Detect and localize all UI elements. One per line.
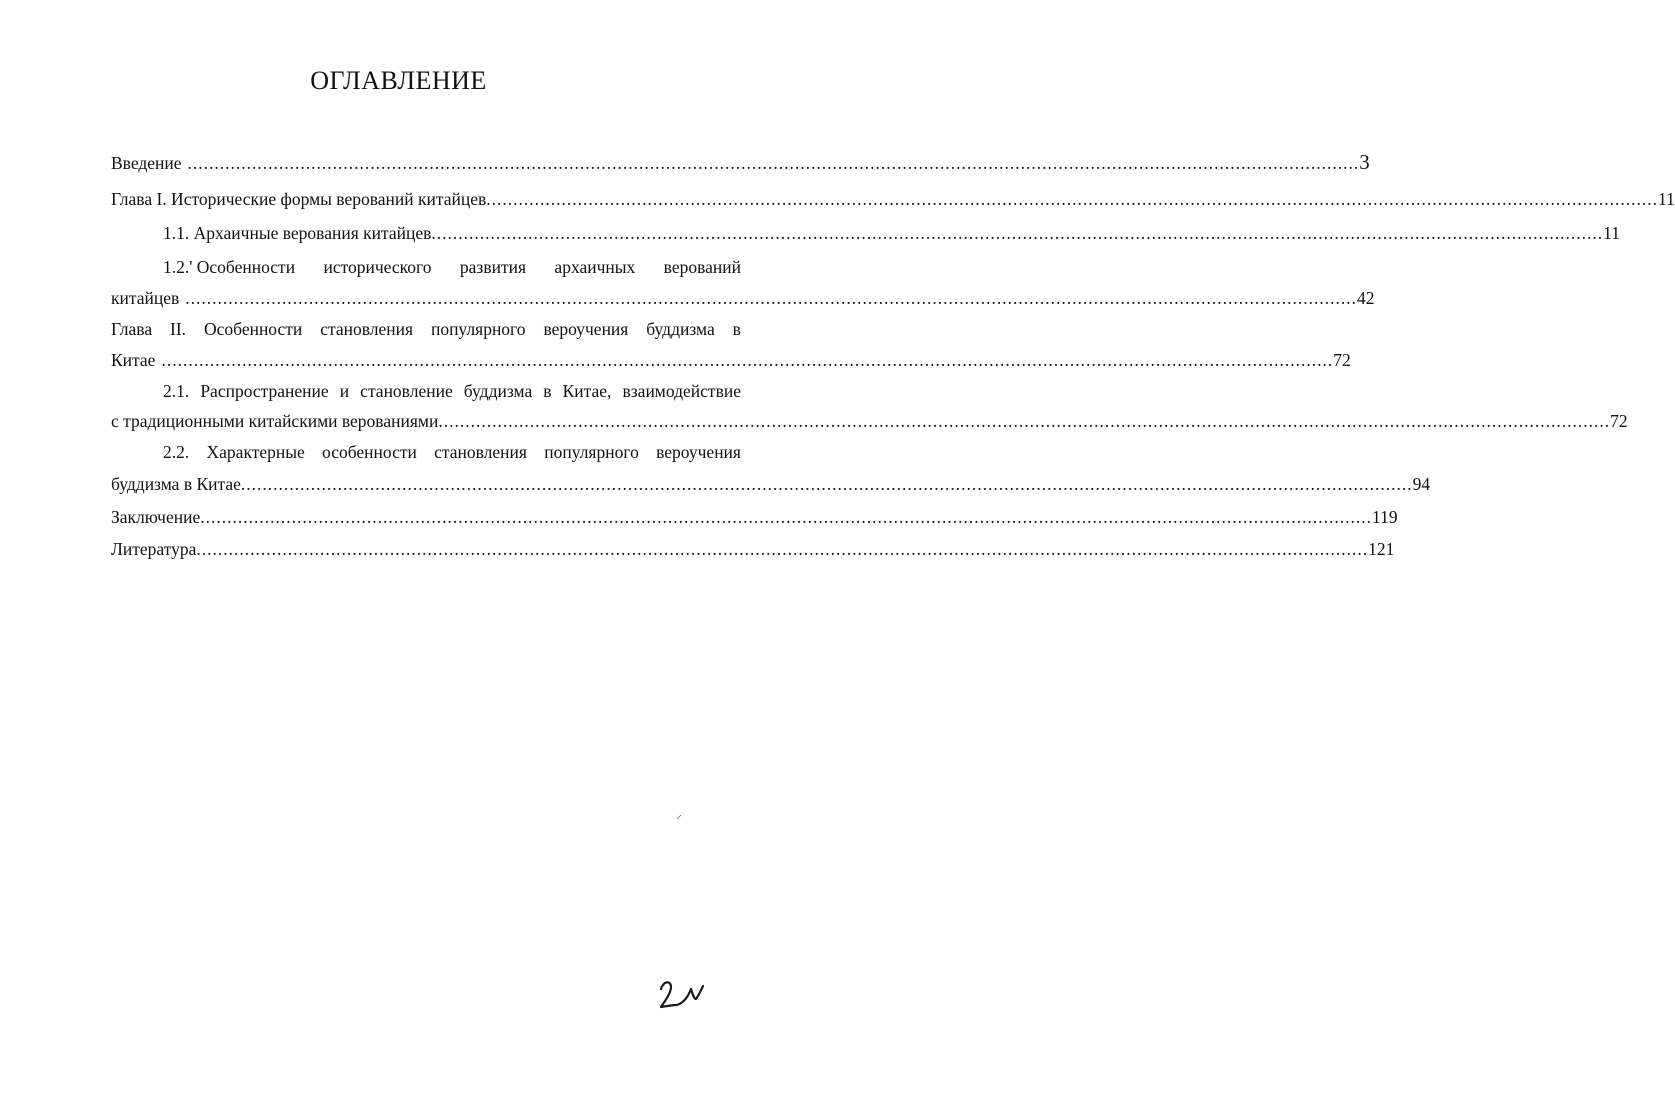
- toc-word: 2.1.: [163, 381, 190, 401]
- toc-word: особенности: [322, 442, 417, 462]
- toc-entry-literature: [111, 538, 1395, 560]
- toc-word: популярного: [430, 319, 526, 339]
- toc-word: Китае,: [562, 381, 612, 401]
- toc-entry-intro: [111, 150, 1370, 174]
- toc-entry-label: Введение: [111, 153, 182, 173]
- toc-entry-chapter-1: [111, 188, 1675, 210]
- toc-page-number: 72: [1610, 411, 1628, 431]
- toc-leader-dots: ..........................................................................................................................................................................................................................: [486, 189, 1659, 209]
- page-title: ОГЛАВЛЕНИЕ: [310, 66, 487, 95]
- toc-word: в: [543, 381, 552, 401]
- toc-leader-dots: ..........................................................................................................................................................................................................................: [161, 350, 1334, 370]
- toc-word: верований: [663, 257, 741, 277]
- toc-entry-label: Литература: [111, 539, 197, 559]
- toc-leader-dots: ..........................................................................................................................................................................................................................: [187, 153, 1360, 173]
- toc-word: взаимодействие: [622, 381, 741, 401]
- toc-entry-label: 1.1. Архаичные верования китайцев: [163, 223, 432, 243]
- toc-page-number: 42: [1357, 288, 1375, 308]
- toc-word: становления: [434, 442, 527, 462]
- toc-word: 2.2.: [163, 442, 190, 462]
- toc-entry-section-2-1-line2: [111, 410, 1628, 432]
- toc-page-number: 94: [1412, 474, 1431, 494]
- toc-entry-section-1-1: [163, 222, 1620, 244]
- toc-entry-conclusion: [111, 506, 1398, 528]
- toc-word: и: [339, 381, 350, 401]
- toc-entry-chapter-2-line1: [111, 318, 741, 340]
- toc-entry-label: с традиционными китайскими верованиями: [111, 411, 439, 431]
- toc-word: становления: [320, 319, 414, 339]
- toc-word: в: [732, 319, 741, 339]
- toc-leader-dots: ..........................................................................................................................................................................................................................: [240, 474, 1413, 494]
- toc-word: популярного: [544, 442, 639, 462]
- toc-word: исторического: [323, 257, 432, 277]
- toc-entry-section-2-2-line2: [111, 473, 1431, 495]
- toc-leader-dots: ..........................................................................................................................................................................................................................: [438, 411, 1611, 431]
- toc-word: Характерные: [206, 442, 305, 462]
- toc-leader-dots: ..........................................................................................................................................................................................................................: [200, 507, 1372, 527]
- toc-page-number: 11: [1658, 189, 1675, 209]
- toc-page-number: 11: [1603, 223, 1620, 243]
- toc-page-number: 121: [1368, 539, 1395, 559]
- toc-entry-label: Китае: [111, 350, 156, 370]
- toc-word: архаичных: [554, 257, 636, 277]
- handwritten-signature-mark: [655, 975, 705, 1015]
- toc-page-number: 72: [1333, 350, 1351, 370]
- toc-word: 1.2.' Особенности: [163, 257, 296, 277]
- toc-word: вероучения: [543, 319, 629, 339]
- toc-leader-dots: ..........................................................................................................................................................................................................................: [431, 223, 1604, 243]
- scan-speck: [676, 814, 682, 820]
- toc-entry-section-2-1-line1: [163, 380, 741, 402]
- toc-entry-chapter-2-line2: [111, 349, 1351, 371]
- toc-entry-label: китайцев: [111, 288, 180, 308]
- toc-entry-label: Глава I. Исторические формы верований китайцев: [111, 189, 487, 209]
- toc-entry-section-1-2-line2: [111, 287, 1375, 309]
- toc-word: вероучения: [656, 442, 741, 462]
- toc-word: Глава: [111, 319, 153, 339]
- toc-word: Особенности: [203, 319, 303, 339]
- toc-word: буддизма: [463, 381, 533, 401]
- toc-leader-dots: ..........................................................................................................................................................................................................................: [185, 288, 1358, 308]
- toc-entry-label: Заключение: [111, 507, 201, 527]
- toc-word: развития: [459, 257, 527, 277]
- toc-word: буддизма: [646, 319, 715, 339]
- toc-word: Распространение: [200, 381, 329, 401]
- toc-entry-label: буддизма в Китае: [111, 474, 241, 494]
- toc-leader-dots: ..........................................................................................................................................................................................................................: [196, 539, 1369, 559]
- toc-word: становление: [360, 381, 453, 401]
- toc-page-number: 3: [1359, 150, 1370, 174]
- toc-page-number: 119: [1372, 507, 1398, 527]
- toc-entry-section-1-2-line1: [163, 256, 741, 278]
- toc-word: II.: [170, 319, 187, 339]
- toc-entry-section-2-2-line1: [163, 441, 741, 463]
